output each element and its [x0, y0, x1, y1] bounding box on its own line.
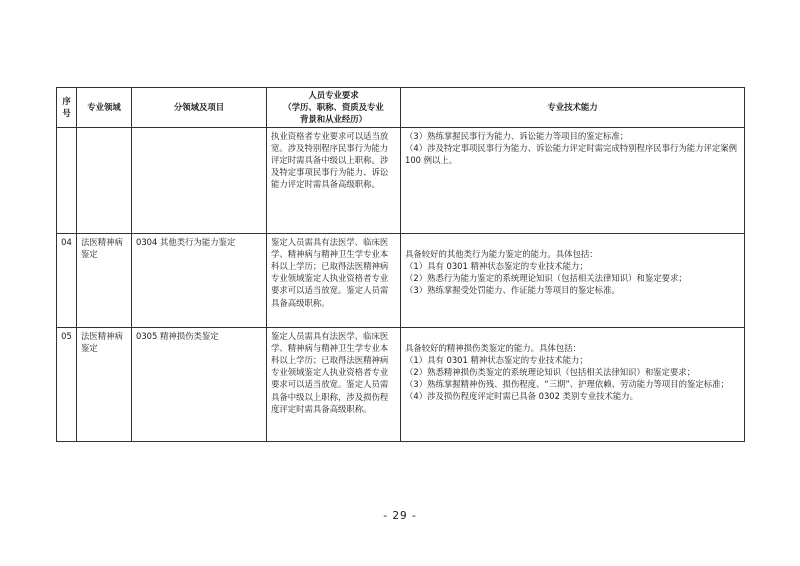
header-req-line2: （学历、职称、资质及专业: [283, 102, 384, 113]
ability-line: （3）熟练掌握民事行为能力、诉讼能力等项目的鉴定标准；: [405, 130, 629, 141]
ability-line: （4）涉及特定事项民事行为能力、诉讼能力评定时需完成特别程序民事行为能力评定案例 100 例以上。: [405, 142, 737, 166]
header-seq: 序号: [57, 88, 77, 128]
ability-line: 具备较好的精神损伤类鉴定的能力。具体包括：: [405, 342, 581, 353]
cell-subfield: [132, 127, 267, 233]
ability-line: （4）涉及损伤程度评定时需已具备 0302 类别专业技术能力。: [405, 391, 638, 402]
appraisal-requirements-table: [56, 87, 745, 442]
cell-ability: [401, 233, 745, 327]
cell-subfield: 0304 其他类行为能力鉴定: [132, 233, 267, 327]
cell-seq: 04: [57, 233, 77, 327]
ability-line: （1）具有 0301 精神状态鉴定的专业技术能力；: [405, 354, 588, 365]
header-field: 专业领域: [77, 88, 132, 128]
ability-line: （3）熟练掌握精神伤残、损伤程度、“三期”、护理依赖、劳动能力等项目的鉴定标准；: [405, 379, 729, 390]
cell-requirements: 执业资格者专业要求可以适当放宽。涉及特别程序民事行为能力评定时需具备中级以上职称。涉及特定事项民事行为能力、诉讼能力评定时需具备高级职称。: [267, 127, 401, 233]
table-row: [57, 233, 745, 327]
header-ability: 专业技术能力: [401, 88, 745, 128]
cell-subfield: 0305 精神损伤类鉴定: [132, 327, 267, 441]
table-row: [57, 327, 745, 441]
ability-line: （1）具有 0301 精神状态鉴定的专业技术能力；: [405, 260, 588, 271]
ability-line: （3）熟练掌握受处罚能力、作证能力等项目的鉴定标准。: [405, 285, 620, 296]
page-number: - 29 -: [383, 510, 417, 522]
cell-requirements: 鉴定人员需具有法医学、临床医学、精神病与精神卫生学专业本科以上学历；已取得法医精神病专业领域鉴定人执业资格者专业要求可以适当放宽。鉴定人员需具备高级职称。: [267, 233, 401, 327]
cell-seq: 05: [57, 327, 77, 441]
header-req-line1: 人员专业要求: [308, 90, 359, 100]
cell-ability: [401, 127, 745, 233]
header-req-line3: 背景和从业经历）: [300, 114, 367, 125]
cell-seq: [57, 127, 77, 233]
ability-line: （2）熟悉精神损伤类鉴定的系统理论知识（包括相关法律知识）和鉴定要求；: [405, 367, 696, 378]
cell-field: [77, 127, 132, 233]
cell-field: 法医精神病鉴定: [77, 327, 132, 441]
table-row: [57, 127, 745, 233]
header-requirements: [267, 88, 401, 128]
cell-field: 法医精神病鉴定: [77, 233, 132, 327]
header-subfield: 分领域及项目: [132, 88, 267, 128]
cell-requirements: 鉴定人员需具有法医学、临床医学、精神病与精神卫生学专业本科以上学历；已取得法医精神病专业领域鉴定人执业资格者专业要求可以适当放宽。鉴定人员需具备中级以上职称，涉及损伤程度评定时需具备高级职称。: [267, 327, 401, 441]
ability-line: 具备较好的其他类行为能力鉴定的能力。具体包括：: [405, 248, 598, 259]
table-header-row: [57, 88, 745, 128]
ability-line: （2）熟悉行为能力鉴定的系统理论知识（包括相关法律知识）和鉴定要求；: [405, 273, 687, 284]
cell-ability: [401, 327, 745, 441]
